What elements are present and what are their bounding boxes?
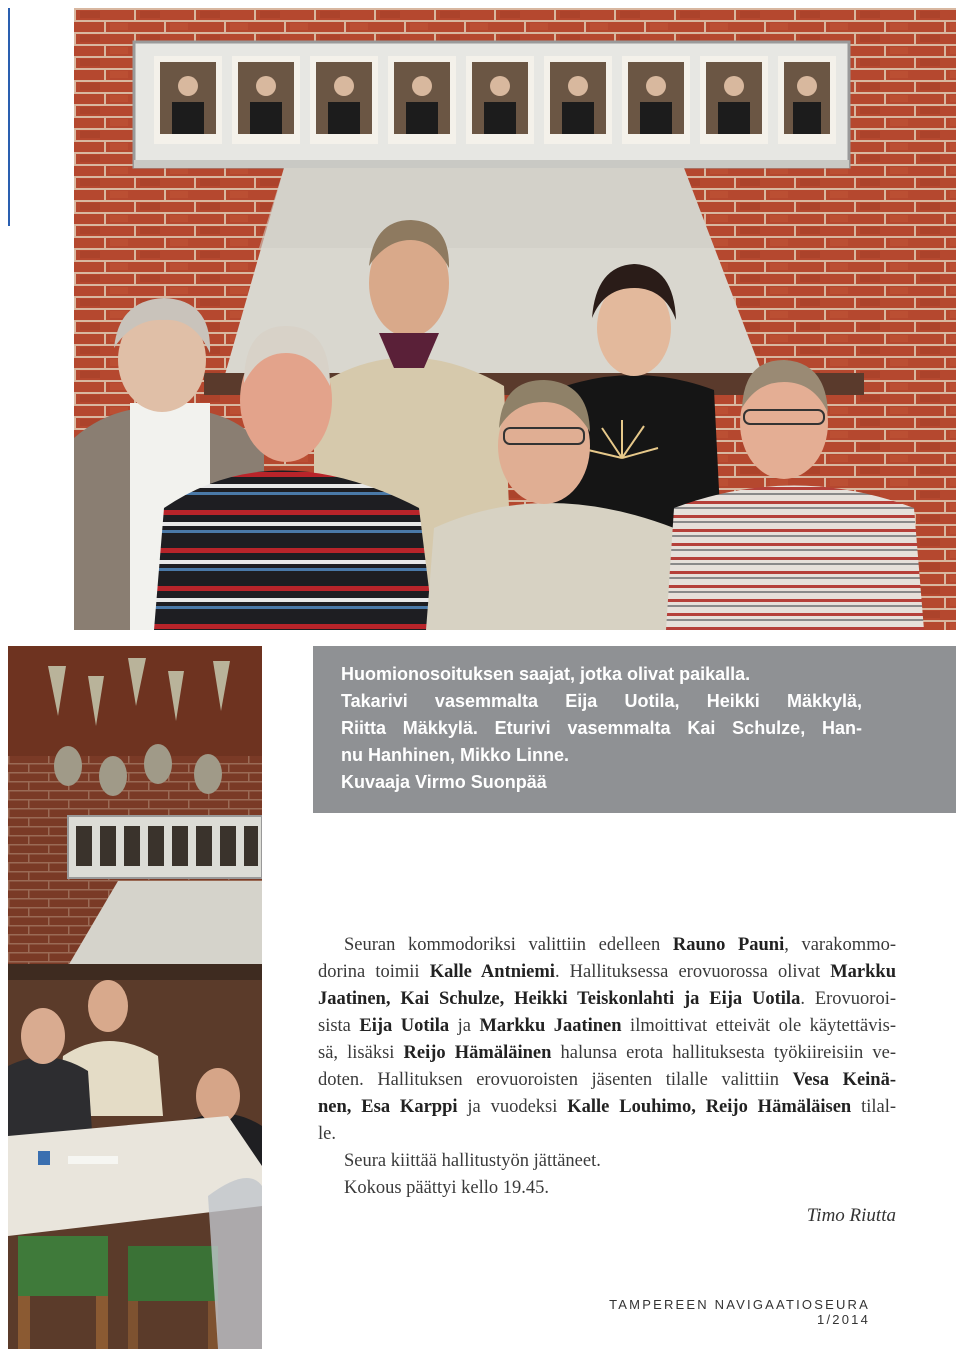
caption-photographer: Kuvaaja Virmo Suonpää [341,772,547,792]
page-footer: TAMPEREEN NAVIGAATIOSEURA 1/2014 [609,1297,870,1327]
name-emphasis: Kalle Antniemi [429,962,555,982]
meeting-photo [8,646,262,1349]
article-line: nen, Esa Karppi ja vuodeksi Kalle Louhimo, Reijo Hämäläisen tilal- [318,1097,897,1117]
name-emphasis: Markku Jaatinen [479,1016,622,1036]
article-body [318,932,896,1202]
author-signature: Timo Riutta [806,1205,896,1226]
name-emphasis: Kalle Louhimo, Reijo Hämäläisen [567,1097,852,1117]
name-emphasis: Vesa Keinä- [792,1070,897,1090]
photo-caption [313,646,956,813]
name-emphasis: Eija Uotila [359,1016,450,1036]
article-line: le. [318,1124,336,1144]
margin-rule [8,8,10,226]
caption-line: Riitta Mäkkylä. Eturivi vasemmalta Kai Schulze, Han- [341,718,862,738]
name-emphasis: Markku [830,962,896,982]
article-line: Kokous päättyi kello 19.45. [344,1178,550,1198]
article-line: Jaatinen, Kai Schulze, Heikki Teiskonlahti ja Eija Uotila. Erovuoroi- [318,989,896,1009]
article-line: Seuran kommodoriksi valittiin edelleen Rauno Pauni, varakommo- [344,935,896,955]
article-line: Seura kiittää hallitustyön jättäneet. [344,1151,601,1171]
article-line: dorina toimii Kalle Antniemi. Hallituksessa erovuorossa olivat Markku [318,962,896,982]
caption-line: Huomionosoituksen saajat, jotka olivat paikalla. [341,664,751,684]
name-emphasis: Jaatinen, Kai Schulze, Heikki Teiskonlahti ja Eija Uotila [318,989,801,1009]
name-emphasis: nen, Esa Karppi [318,1097,458,1117]
article-line: sä, lisäksi Reijo Hämäläinen halunsa erota hallituksesta työkiireisiin ve- [318,1043,896,1063]
name-emphasis: Rauno Pauni [672,935,785,955]
group-photo [74,8,956,630]
article-line: sista Eija Uotila ja Markku Jaatinen ilmoittivat etteivät ole käytettävis- [318,1016,896,1036]
article-line: doten. Hallituksen erovuoroisten jäsenten tilalle valittiin Vesa Keinä- [318,1070,897,1090]
caption-line: nu Hanhinen, Mikko Linne. [341,745,570,765]
caption-line: Takarivi vasemmalta Eija Uotila, Heikki Mäkkylä, [341,691,862,711]
name-emphasis: Reijo Hämäläinen [403,1043,552,1063]
